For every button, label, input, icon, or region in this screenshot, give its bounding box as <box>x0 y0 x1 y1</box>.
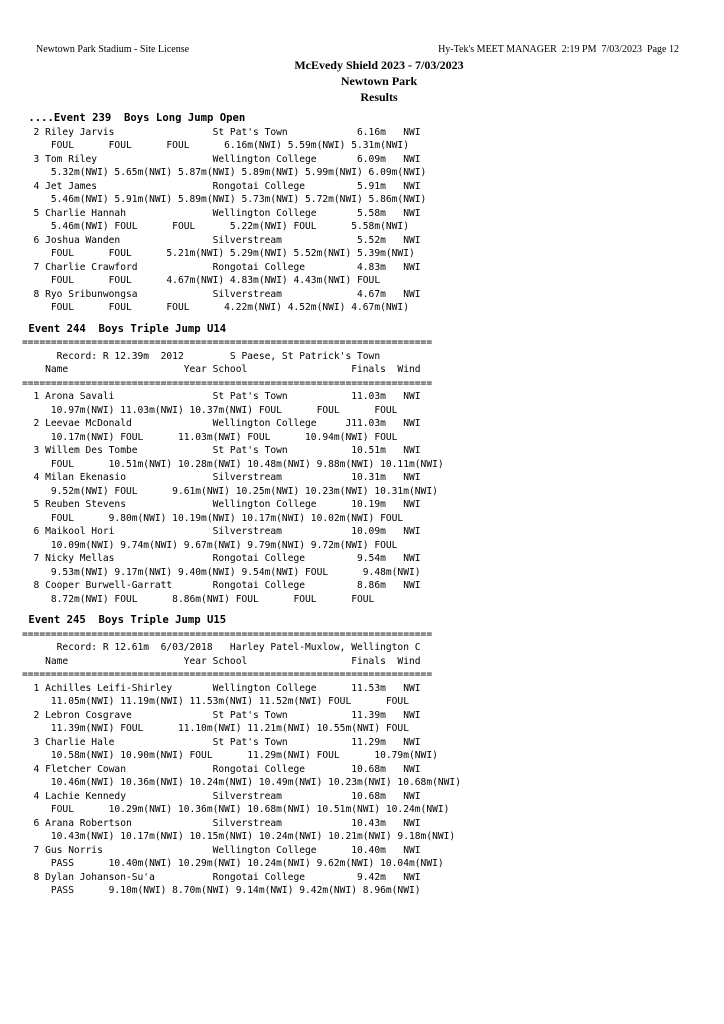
result-row <box>22 552 712 579</box>
result-row <box>22 871 712 898</box>
result-main-line: 7 Nicky Mellas Rongotai College 9.54m NWI <box>22 553 421 564</box>
event-title: ....Event 239 Boys Long Jump Open <box>22 112 246 124</box>
record-line: Record: R 12.39m 2012 S Paese, St Patrick's Town <box>22 350 381 362</box>
event-section <box>22 112 712 315</box>
result-row <box>22 444 712 471</box>
event-section <box>22 614 712 898</box>
meet-title: McEvedy Shield 2023 - 7/03/2023 <box>294 58 464 72</box>
result-row <box>22 790 712 817</box>
result-attempts-line: 11.39m(NWI) FOUL 11.10m(NWI) 11.21m(NWI) 10.55m(NWI) FOUL <box>22 723 409 734</box>
result-attempts-line: 5.32m(NWI) 5.65m(NWI) 5.87m(NWI) 5.89m(NWI) 5.99m(NWI) 6.09m(NWI) <box>22 167 427 178</box>
result-main-line: 2 Lebron Cosgrave St Pat's Town 11.39m NWI <box>22 709 421 721</box>
column-headers: Name Year School Finals Wind <box>22 364 421 375</box>
result-attempts-line: FOUL FOUL FOUL 4.22m(NWI) 4.52m(NWI) 4.67m(NWI) <box>22 302 409 313</box>
result-row <box>22 180 712 207</box>
event-title: Event 245 Boys Triple Jump U15 <box>22 614 227 626</box>
result-main-line: 3 Charlie Hale St Pat's Town 11.29m NWI <box>22 736 421 748</box>
result-row <box>22 763 712 790</box>
result-row <box>22 525 712 552</box>
result-main-line: 3 Willem Des Tombe St Pat's Town 10.51m NWI <box>22 445 421 456</box>
column-headers: Name Year School Finals Wind <box>22 655 421 667</box>
result-attempts-line: FOUL FOUL FOUL 6.16m(NWI) 5.59m(NWI) 5.31m(NWI) <box>22 140 409 151</box>
result-attempts-line: 5.46m(NWI) FOUL FOUL 5.22m(NWI) FOUL 5.58m(NWI) <box>22 221 409 232</box>
result-attempts-line: 10.17m(NWI) FOUL 11.03m(NWI) FOUL 10.94m(NWI) FOUL <box>22 431 398 443</box>
event-section <box>22 323 712 607</box>
result-row <box>22 682 712 709</box>
result-row <box>22 261 712 288</box>
result-attempts-line: 5.46m(NWI) 5.91m(NWI) 5.89m(NWI) 5.73m(NWI) 5.72m(NWI) 5.86m(NWI) <box>22 194 427 205</box>
result-main-line: 1 Achilles Leifi-Shirley Wellington College 11.53m NWI <box>22 682 421 694</box>
results-title: Results <box>360 90 398 104</box>
result-main-line: 2 Leevae McDonald Wellington College J11.03m NWI <box>22 418 421 429</box>
result-attempts-line: FOUL 9.80m(NWI) 10.19m(NWI) 10.17m(NWI) 10.02m(NWI) FOUL <box>22 512 404 524</box>
result-attempts-line: FOUL 10.51m(NWI) 10.28m(NWI) 10.48m(NWI) 9.88m(NWI) 10.11m(NWI) <box>22 458 444 470</box>
result-row <box>22 153 712 180</box>
result-attempts-line: 10.46m(NWI) 10.36m(NWI) 10.24m(NWI) 10.49m(NWI) 10.23m(NWI) 10.68m(NWI) <box>22 777 461 788</box>
result-attempts-line: PASS 9.10m(NWI) 8.70m(NWI) 9.14m(NWI) 9.42m(NWI) 8.96m(NWI) <box>22 885 421 896</box>
result-row <box>22 288 712 315</box>
result-main-line: 8 Ryo Sribunwongsa Silverstream 4.67m NWI <box>22 288 421 300</box>
result-attempts-line: PASS 10.40m(NWI) 10.29m(NWI) 10.24m(NWI) 9.62m(NWI) 10.04m(NWI) <box>22 858 444 869</box>
result-main-line: 5 Charlie Hannah Wellington College 5.58m NWI <box>22 207 421 219</box>
result-attempts-line: 9.52m(NWI) FOUL 9.61m(NWI) 10.25m(NWI) 10.23m(NWI) 10.31m(NWI) <box>22 485 438 497</box>
result-row <box>22 817 712 844</box>
result-main-line: 7 Charlie Crawford Rongotai College 4.83m NWI <box>22 261 421 273</box>
result-main-line: 3 Tom Riley Wellington College 6.09m NWI <box>22 153 421 165</box>
result-attempts-line: 10.58m(NWI) 10.90m(NWI) FOUL 11.29m(NWI) FOUL 10.79m(NWI) <box>22 750 438 761</box>
result-row <box>22 579 712 606</box>
venue-title: Newtown Park <box>340 74 418 88</box>
event-title: Event 244 Boys Triple Jump U14 <box>22 322 227 335</box>
separator-line: ======================================================================= <box>22 628 433 640</box>
result-attempts-line: 10.09m(NWI) 9.74m(NWI) 9.67m(NWI) 9.79m(NWI) 9.72m(NWI) FOUL <box>22 539 398 551</box>
result-row <box>22 498 712 525</box>
result-attempts-line: 10.97m(NWI) 11.03m(NWI) 10.37m(NWI) FOUL FOUL FOUL <box>22 404 398 416</box>
separator-line: ======================================================================= <box>22 337 433 348</box>
result-main-line: 7 Gus Norris Wellington College 10.40m NWI <box>22 844 421 856</box>
result-row <box>22 844 712 871</box>
result-attempts-line: FOUL FOUL 4.67m(NWI) 4.83m(NWI) 4.43m(NWI) FOUL <box>22 275 381 286</box>
result-attempts-line: 8.72m(NWI) FOUL 8.86m(NWI) FOUL FOUL FOUL <box>22 593 375 605</box>
result-main-line: 4 Milan Ekenasio Silverstream 10.31m NWI <box>22 472 421 483</box>
result-main-line: 8 Cooper Burwell-Garratt Rongotai College 8.86m NWI <box>22 580 421 591</box>
result-main-line: 6 Joshua Wanden Silverstream 5.52m NWI <box>22 234 421 246</box>
result-attempts-line: 9.53m(NWI) 9.17m(NWI) 9.40m(NWI) 9.54m(NWI) FOUL 9.48m(NWI) <box>22 566 421 578</box>
result-main-line: 4 Lachie Kennedy Silverstream 10.68m NWI <box>22 790 421 802</box>
result-row <box>22 126 712 153</box>
result-main-line: 2 Riley Jarvis St Pat's Town 6.16m NWI <box>22 126 421 138</box>
result-main-line: 6 Arana Robertson Silverstream 10.43m NWI <box>22 817 421 829</box>
result-main-line: 4 Fletcher Cowan Rongotai College 10.68m NWI <box>22 763 421 775</box>
separator-line: ======================================================================= <box>22 669 433 680</box>
site-license-header: Newtown Park Stadium - Site License <box>36 44 190 55</box>
result-row <box>22 471 712 498</box>
record-line: Record: R 12.61m 6/03/2018 Harley Patel-Muxlow, Wellington C <box>22 642 421 653</box>
meet-manager-header: Hy-Tek's MEET MANAGER 2:19 PM 7/03/2023 Page 12 <box>438 44 679 55</box>
result-attempts-line: 11.05m(NWI) 11.19m(NWI) 11.53m(NWI) 11.52m(NWI) FOUL FOUL <box>22 696 409 707</box>
result-row <box>22 207 712 234</box>
result-attempts-line: FOUL FOUL 5.21m(NWI) 5.29m(NWI) 5.52m(NWI) 5.39m(NWI) <box>22 248 415 259</box>
result-main-line: 8 Dylan Johanson-Su'a Rongotai College 9.42m NWI <box>22 871 421 883</box>
events-container <box>22 112 712 898</box>
separator-line: ======================================================================= <box>22 377 433 389</box>
result-row <box>22 234 712 261</box>
result-row <box>22 390 712 417</box>
result-main-line: 1 Arona Savali St Pat's Town 11.03m NWI <box>22 391 421 402</box>
result-row <box>22 417 712 444</box>
result-row <box>22 736 712 763</box>
result-attempts-line: 10.43m(NWI) 10.17m(NWI) 10.15m(NWI) 10.24m(NWI) 10.21m(NWI) 9.18m(NWI) <box>22 831 456 842</box>
result-main-line: 5 Reuben Stevens Wellington College 10.19m NWI <box>22 499 421 510</box>
result-row <box>22 709 712 736</box>
result-main-line: 6 Maikool Hori Silverstream 10.09m NWI <box>22 526 421 537</box>
result-attempts-line: FOUL 10.29m(NWI) 10.36m(NWI) 10.68m(NWI) 10.51m(NWI) 10.24m(NWI) <box>22 804 450 815</box>
result-main-line: 4 Jet James Rongotai College 5.91m NWI <box>22 180 421 192</box>
